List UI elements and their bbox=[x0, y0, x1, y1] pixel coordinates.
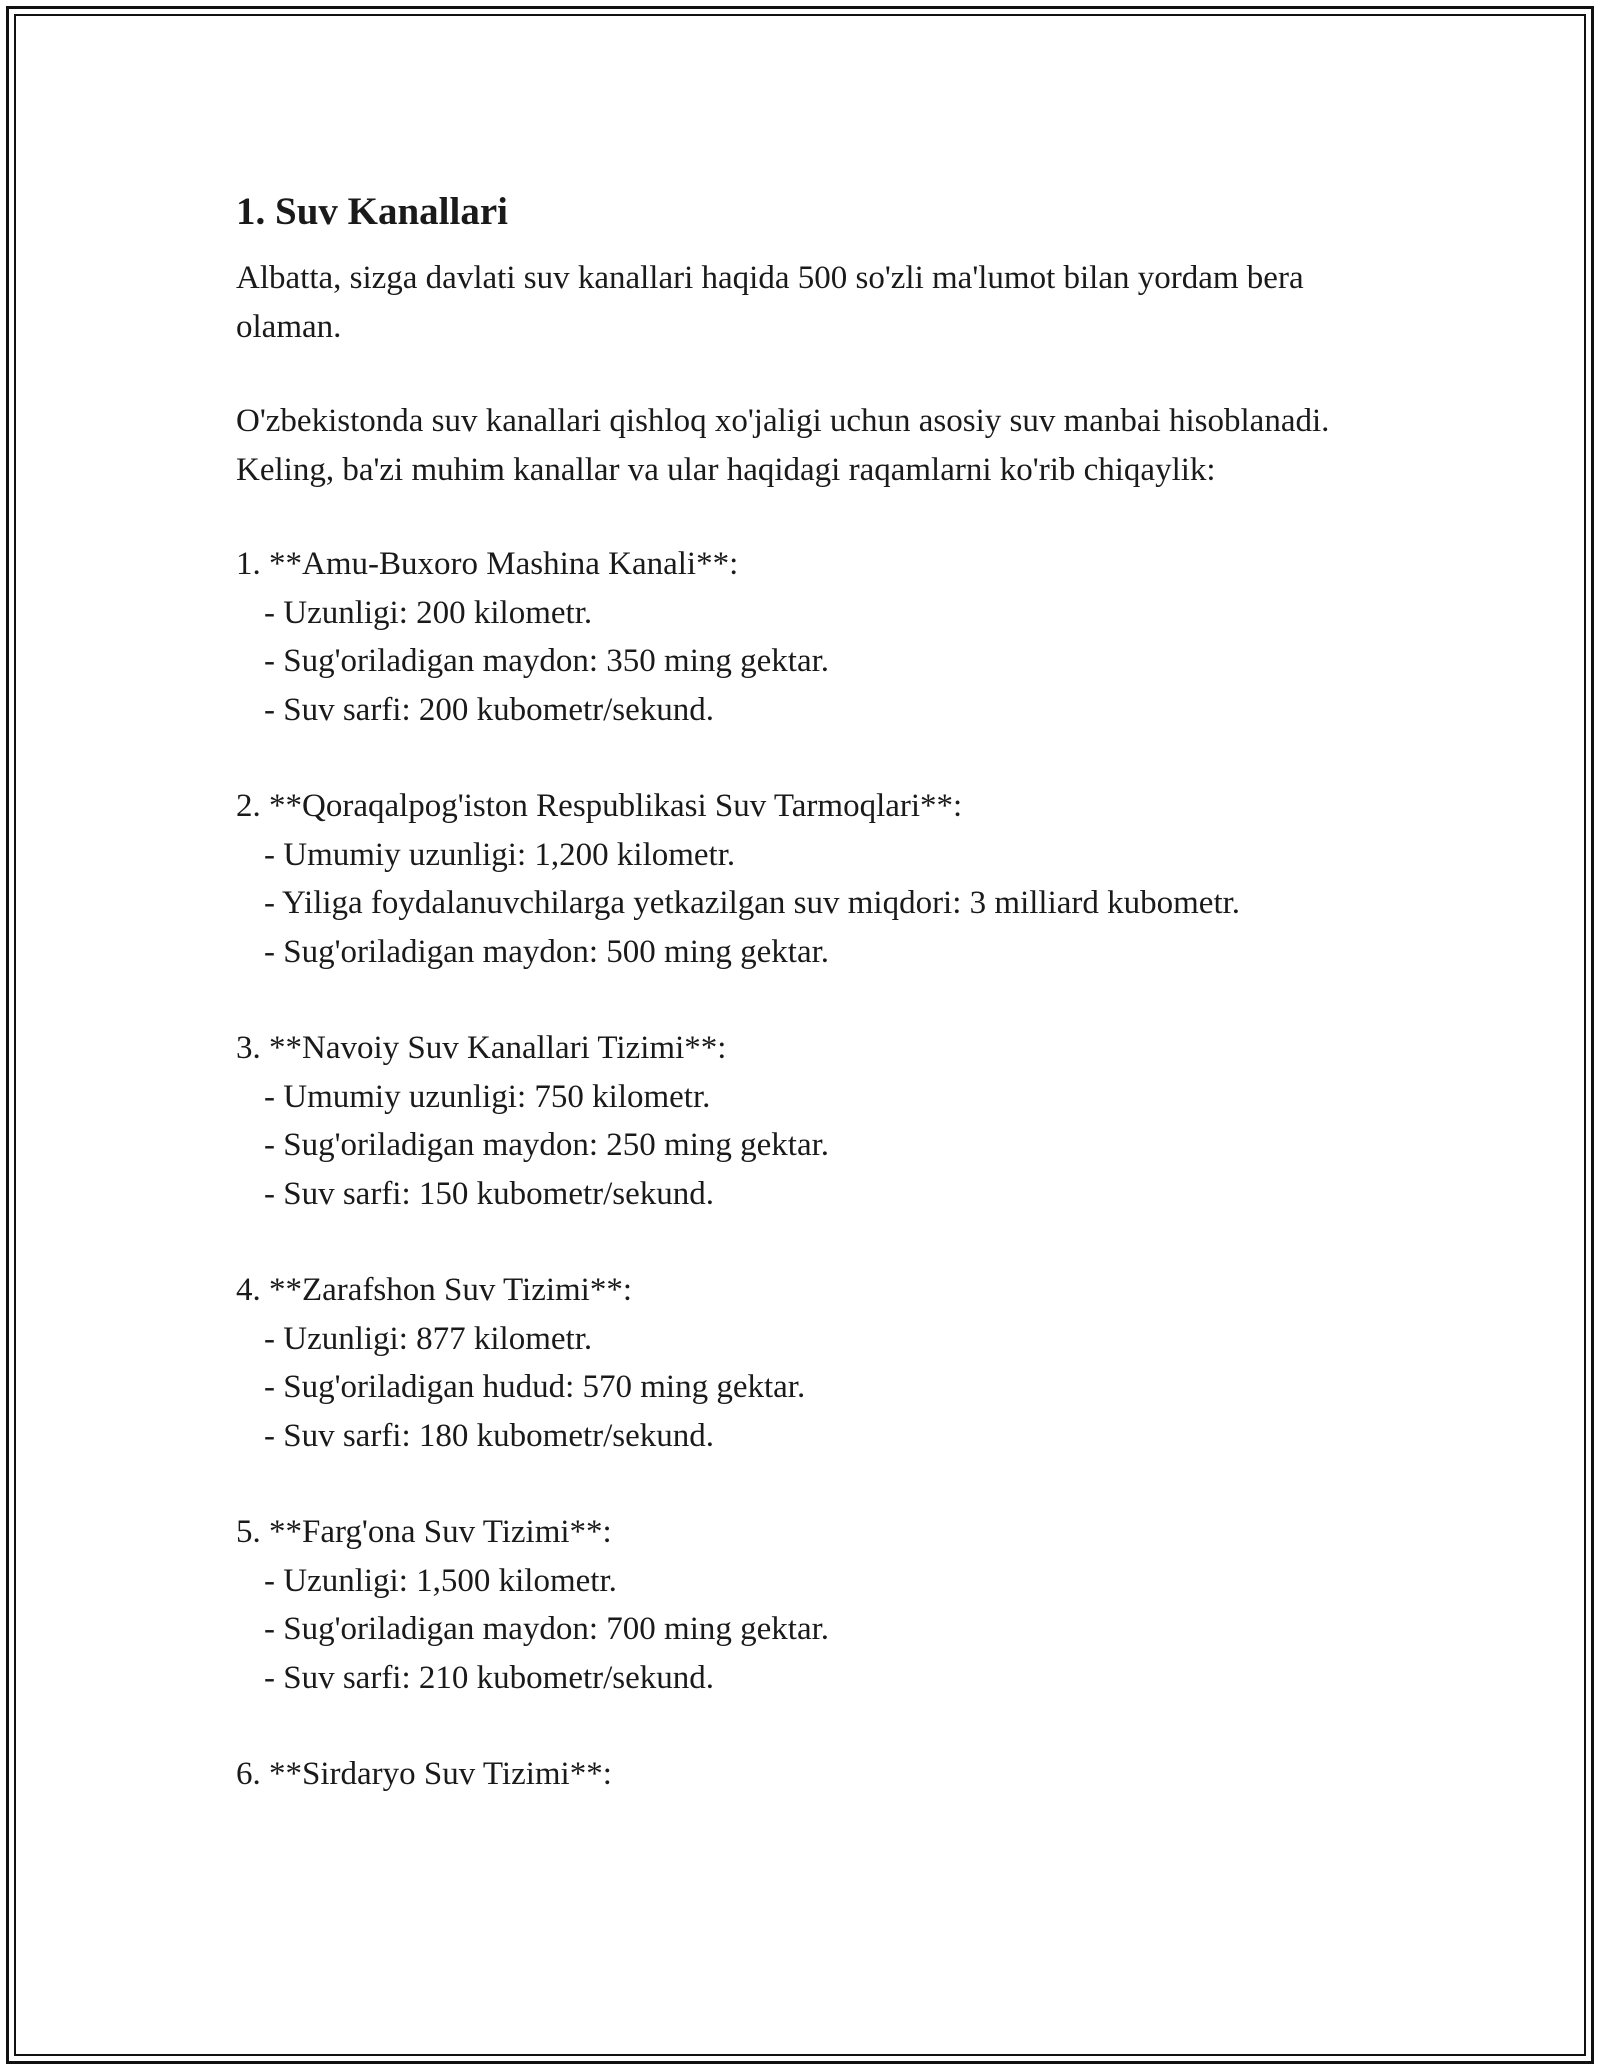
list-item-detail: - Sug'oriladigan maydon: 350 ming gektar. bbox=[264, 643, 830, 679]
list-item-title: 5. **Farg'ona Suv Tizimi**: bbox=[236, 1514, 612, 1550]
list-item-detail: - Sug'oriladigan maydon: 250 ming gektar. bbox=[264, 1127, 830, 1163]
list-item-detail: - Sug'oriladigan hudud: 570 ming gektar. bbox=[264, 1369, 806, 1405]
list-item-title: 1. **Amu-Buxoro Mashina Kanali**: bbox=[236, 546, 739, 582]
list-item-sirdaryo bbox=[236, 1750, 1416, 1799]
list-item-title: 4. **Zarafshon Suv Tizimi**: bbox=[236, 1272, 633, 1308]
list-item-detail: - Suv sarfi: 210 kubometr/sekund. bbox=[264, 1659, 715, 1696]
list-item-amu-buxoro bbox=[236, 540, 1416, 734]
intro-paragraph: Albatta, sizga davlati suv kanallari haqida 500 so'zli ma'lumot bilan yordam bera olaman. bbox=[236, 260, 1304, 345]
list-item-detail: - Uzunligi: 200 kilometr. bbox=[264, 594, 593, 631]
list-item-title: 6. **Sirdaryo Suv Tizimi**: bbox=[236, 1756, 612, 1792]
list-item-detail: - Suv sarfi: 150 kubometr/sekund. bbox=[264, 1175, 715, 1212]
section-heading: 1. Suv Kanallari bbox=[236, 190, 508, 233]
list-item-title: 3. **Navoiy Suv Kanallari Tizimi**: bbox=[236, 1030, 727, 1066]
list-item-detail: - Sug'oriladigan maydon: 500 ming gektar. bbox=[264, 933, 830, 970]
document-body bbox=[236, 186, 1416, 1847]
list-item-detail: - Umumiy uzunligi: 1,200 kilometr. bbox=[264, 836, 736, 873]
list-item-detail: - Yiliga foydalanuvchilarga yetkazilgan suv miqdori: 3 milliard kubometr. bbox=[264, 885, 1241, 921]
list-item-fargona bbox=[236, 1508, 1416, 1702]
list-item-detail: - Suv sarfi: 180 kubometr/sekund. bbox=[264, 1417, 715, 1454]
list-item-detail: - Uzunligi: 877 kilometr. bbox=[264, 1320, 593, 1357]
list-item-qoraqalpogiston bbox=[236, 782, 1416, 976]
list-item-detail: - Umumiy uzunligi: 750 kilometr. bbox=[264, 1078, 711, 1115]
list-item-detail: - Sug'oriladigan maydon: 700 ming gektar. bbox=[264, 1611, 830, 1647]
context-paragraph: O'zbekistonda suv kanallari qishloq xo'jaligi uchun asosiy suv manbai hisoblanadi. Keling, ba'zi muhim kanallar va ular haqidagi raqamlarni ko'rib chiqaylik: bbox=[236, 403, 1330, 488]
list-item-detail: - Uzunligi: 1,500 kilometr. bbox=[264, 1562, 617, 1599]
list-item-detail: - Suv sarfi: 200 kubometr/sekund. bbox=[264, 691, 715, 728]
list-item-zarafshon bbox=[236, 1266, 1416, 1460]
list-item-navoiy bbox=[236, 1024, 1416, 1218]
list-item-title: 2. **Qoraqalpog'iston Respublikasi Suv Tarmoqlari**: bbox=[236, 788, 963, 824]
